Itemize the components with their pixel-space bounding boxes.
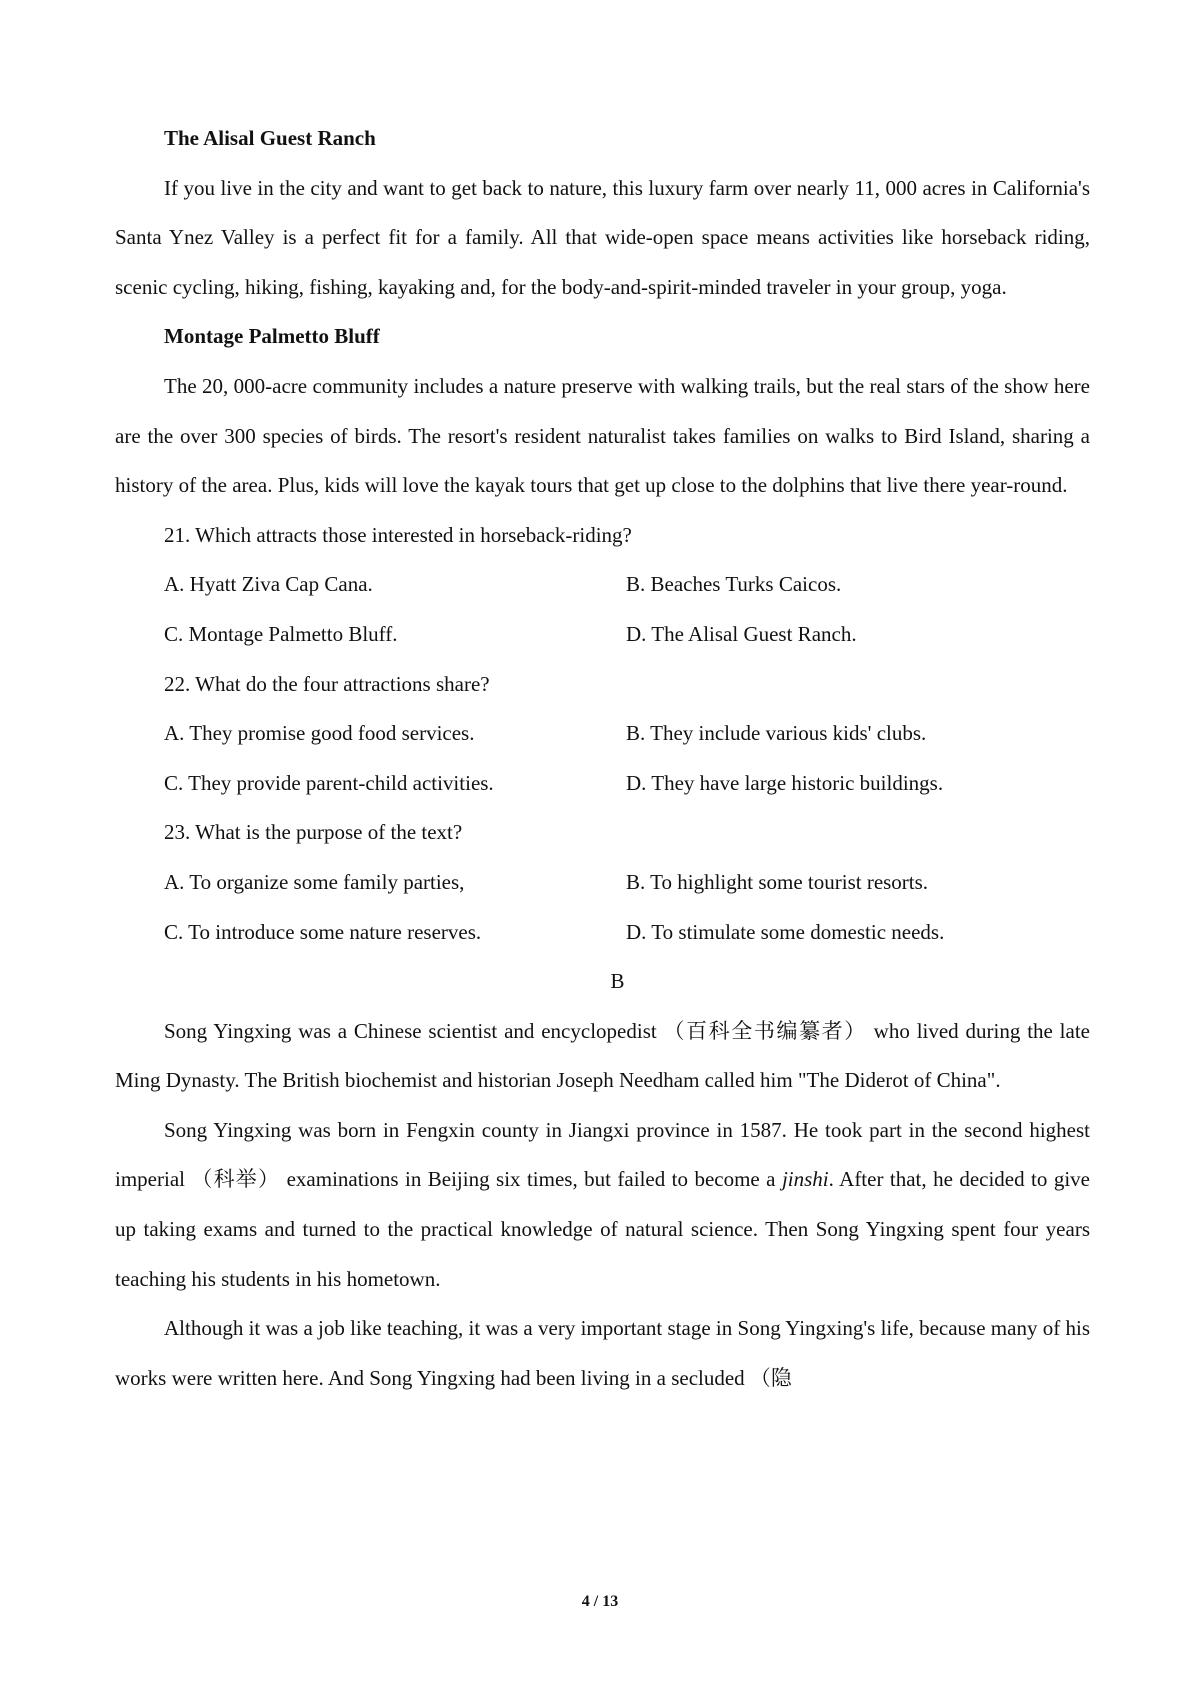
paragraph-b-2-part-2: . After that, he decided to give up taking exams and turned to the practical knowledge of natural science. Then Song Yingxing spent four years teaching his students in his hometown.	[115, 1167, 1090, 1291]
option-c: C. Montage Palmetto Bluff.	[164, 621, 398, 646]
option-row	[115, 709, 1090, 759]
option-c: C. To introduce some nature reserves.	[164, 919, 482, 944]
option-a: A. To organize some family parties,	[164, 869, 465, 894]
option-d: D. They have large historic buildings.	[626, 770, 944, 795]
option-b: B. They include various kids' clubs.	[626, 721, 927, 746]
page-content	[115, 114, 1090, 1403]
paragraph-b-2	[115, 1106, 1090, 1304]
question-23	[115, 808, 1090, 957]
option-row	[115, 610, 1090, 660]
option-d: D. To stimulate some domestic needs.	[626, 919, 945, 944]
question-22	[115, 660, 1090, 809]
option-row	[115, 759, 1090, 809]
question-stem: 22. What do the four attractions share?	[164, 671, 490, 696]
paragraph-montage: The 20, 000-acre community includes a nature preserve with walking trails, but the real stars of the show here are the over 300 species of birds. The resort's resident naturalist takes families on walks to Bird Island, sharing a history of the area. Plus, kids will love the kayak tours that get up close to the dolphins that live there year-round.	[115, 373, 1090, 498]
page-number: 4 / 13	[581, 1593, 619, 1610]
option-c: C. They provide parent-child activities.	[164, 770, 494, 795]
paragraph-b-1: Song Yingxing was a Chinese scientist and encyclopedist （百科全书编纂者） who lived during the late Ming Dynasty. The British biochemist and historian Joseph Needham called him "The Diderot of China".	[115, 1018, 1090, 1093]
paragraph-b-3: Although it was a job like teaching, it was a very important stage in Song Yingxing's life, because many of his works were written here. And Song Yingxing had been living in a secluded （隐	[115, 1316, 1090, 1390]
option-row	[115, 858, 1090, 908]
option-a: A. They promise good food services.	[164, 721, 475, 746]
option-b: B. To highlight some tourist resorts.	[626, 869, 929, 894]
italic-term: jinshi	[781, 1167, 829, 1192]
passage-letter: B	[610, 969, 625, 994]
option-a: A. Hyatt Ziva Cap Cana.	[164, 572, 373, 597]
question-stem: 23. What is the purpose of the text?	[164, 820, 463, 845]
section-heading-montage: Montage Palmetto Bluff	[164, 324, 380, 349]
option-d: D. The Alisal Guest Ranch.	[626, 621, 857, 646]
option-row	[115, 560, 1090, 610]
paragraph-alisal: If you live in the city and want to get back to nature, this luxury farm over nearly 11, 000 acres in California's Santa Ynez Valley is a perfect fit for a family. All that wide-open space means activities like horseback riding, scenic cycling, hiking, fishing, kayaking and, for the body-and-spirit-minded traveler in your group, yoga.	[115, 175, 1090, 299]
section-heading-alisal: The Alisal Guest Ranch	[164, 126, 376, 150]
question-stem: 21. Which attracts those interested in horseback-riding?	[164, 522, 632, 547]
paragraph-b-2-part-1: Song Yingxing was born in Fengxin county in Jiangxi province in 1587. He took part in the second highest imperial （科举） examinations in Beijing six times, but failed to become a	[115, 1117, 1090, 1192]
question-21	[115, 511, 1090, 660]
option-b: B. Beaches Turks Caicos.	[626, 572, 842, 597]
option-row	[115, 908, 1090, 958]
